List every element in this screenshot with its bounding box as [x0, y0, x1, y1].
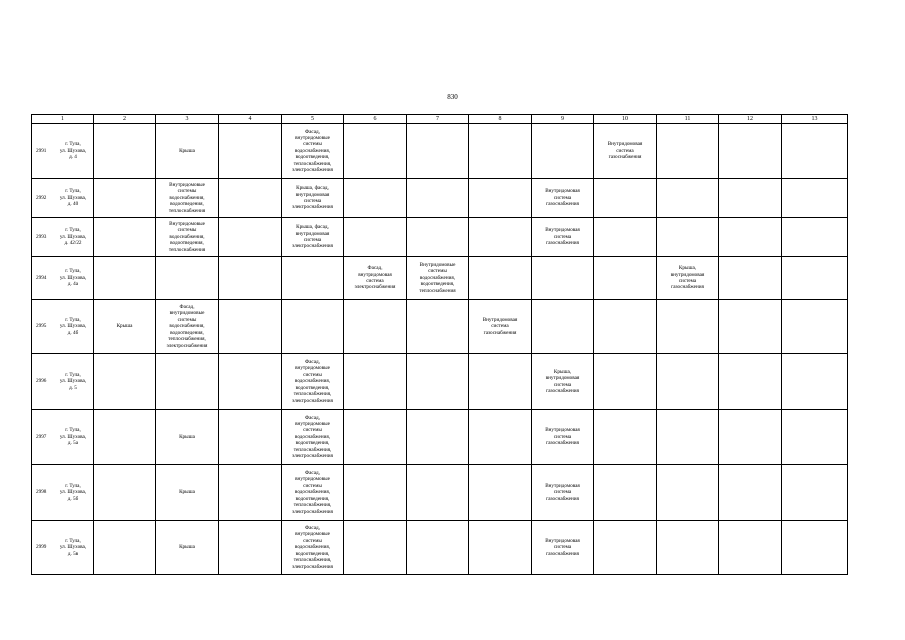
table-cell	[719, 124, 782, 179]
table-cell	[219, 124, 282, 179]
row-number	[32, 300, 94, 354]
table-cell	[657, 124, 719, 179]
table-cell	[657, 410, 719, 465]
column-header: 11	[657, 115, 719, 124]
table-cell	[594, 410, 657, 465]
table-cell	[782, 465, 848, 521]
table-cell	[94, 521, 156, 575]
table-cell: Крыша	[156, 465, 219, 521]
row-number: 2995	[36, 323, 47, 330]
registry-table	[31, 114, 848, 575]
table-cell	[94, 465, 156, 521]
table-cell	[344, 218, 407, 257]
column-header: 3	[156, 115, 219, 124]
column-header: 2	[94, 115, 156, 124]
table-cell: Крыша	[156, 410, 219, 465]
table-cell	[719, 179, 782, 218]
address-text: г. Тула, ул. Шухова, д. 4б	[59, 316, 87, 336]
table-cell	[469, 218, 532, 257]
table-cell	[344, 410, 407, 465]
table-cell: Крыша	[156, 124, 219, 179]
table-cell: Внутридомовые системы водоснабжения, водоотведения, теплоснабжения	[156, 218, 219, 257]
table-row	[32, 354, 848, 410]
column-header: 9	[532, 115, 594, 124]
table-cell: Внутридомовые системы водоснабжения, водоотведения, теплоснабжения	[407, 257, 469, 300]
table-cell: Внутридомовая система газоснабжения	[532, 179, 594, 218]
table-cell: Внутридомовая система газоснабжения	[532, 521, 594, 575]
table-row	[32, 300, 848, 354]
table-row	[32, 257, 848, 300]
table-cell	[719, 257, 782, 300]
address-text: г. Тула, ул. Шухова, д. 4а	[59, 268, 87, 288]
table-cell	[407, 354, 469, 410]
table-cell	[719, 300, 782, 354]
table-cell: Крыша	[94, 300, 156, 354]
row-number	[32, 410, 94, 465]
address-text: г. Тула, ул. Шухова, д. 4	[59, 141, 87, 161]
column-header: 8	[469, 115, 532, 124]
table-cell	[344, 300, 407, 354]
table-cell	[657, 465, 719, 521]
table-cell	[594, 218, 657, 257]
table-cell	[344, 521, 407, 575]
table-cell	[469, 354, 532, 410]
row-number: 2992	[36, 194, 47, 201]
table-row	[32, 465, 848, 521]
table-cell	[219, 521, 282, 575]
table-cell	[156, 257, 219, 300]
table-cell: Крыша	[156, 521, 219, 575]
row-number	[32, 521, 94, 575]
row-number: 2993	[36, 233, 47, 240]
table-cell	[344, 354, 407, 410]
row-number	[32, 354, 94, 410]
table-cell	[782, 218, 848, 257]
row-number	[32, 218, 94, 257]
table-cell	[782, 300, 848, 354]
registry-body	[32, 115, 848, 575]
table-cell	[532, 300, 594, 354]
table-cell	[532, 124, 594, 179]
table-cell	[719, 218, 782, 257]
table-cell	[469, 410, 532, 465]
table-cell	[657, 218, 719, 257]
table-cell: Фасад, внутридомовые системы водоснабжения, водоотведения, теплоснабжения, электроснабжения	[156, 300, 219, 354]
table-cell: Внутридомовая система газоснабжения	[532, 410, 594, 465]
table-row	[32, 410, 848, 465]
table-cell: Внутридомовая система газоснабжения	[594, 124, 657, 179]
table-cell	[594, 521, 657, 575]
address-text: г. Тула, ул. Шухова, д. 5	[59, 371, 87, 391]
row-number: 2991	[36, 147, 47, 154]
table-cell	[594, 257, 657, 300]
table-cell	[94, 124, 156, 179]
table-row	[32, 521, 848, 575]
table-cell	[469, 521, 532, 575]
table-cell: Фасад, внутридомовые системы водоснабжения, водоотведения, теплоснабжения, электроснабжения	[282, 124, 344, 179]
table-cell	[782, 410, 848, 465]
row-number: 2996	[36, 378, 47, 385]
table-cell	[156, 354, 219, 410]
table-cell	[594, 465, 657, 521]
column-header: 7	[407, 115, 469, 124]
table-row	[32, 218, 848, 257]
table-row	[32, 179, 848, 218]
row-number: 2999	[36, 544, 47, 551]
column-header: 12	[719, 115, 782, 124]
table-cell	[719, 410, 782, 465]
row-number: 2998	[36, 489, 47, 496]
column-header: 6	[344, 115, 407, 124]
row-number	[32, 257, 94, 300]
row-number	[32, 465, 94, 521]
row-number	[32, 179, 94, 218]
table-cell	[94, 218, 156, 257]
table-row	[32, 124, 848, 179]
table-cell	[469, 179, 532, 218]
address-text: г. Тула, ул. Шухова, д. 5а	[59, 427, 87, 447]
address-text: г. Тула, ул. Шухова, д. 5в	[59, 537, 87, 557]
table-cell	[719, 465, 782, 521]
table-cell	[657, 300, 719, 354]
table-cell: Крыша, внутридомовая система газоснабжения	[532, 354, 594, 410]
table-cell	[219, 410, 282, 465]
table-cell	[469, 465, 532, 521]
table-cell	[657, 521, 719, 575]
table-cell	[219, 300, 282, 354]
table-cell: Фасад, внутридомовые системы водоснабжения, водоотведения, теплоснабжения, электроснабжения	[282, 465, 344, 521]
table-cell	[782, 179, 848, 218]
table-cell	[657, 354, 719, 410]
table-cell	[407, 410, 469, 465]
table-cell	[407, 124, 469, 179]
table-cell	[344, 179, 407, 218]
column-header: 10	[594, 115, 657, 124]
table-cell: Внутридомовая система газоснабжения	[469, 300, 532, 354]
table-header-row	[32, 115, 848, 124]
table-cell: Фасад, внутридомовая система электроснабжения	[344, 257, 407, 300]
table-cell	[407, 179, 469, 218]
table-cell	[344, 465, 407, 521]
table-cell	[219, 465, 282, 521]
address-text: г. Тула, ул. Шухова, д. 5б	[59, 482, 87, 502]
table-cell	[532, 257, 594, 300]
table-cell	[719, 521, 782, 575]
table-cell	[407, 465, 469, 521]
address-text: г. Тула, ул. Шухова, д. 40	[59, 188, 87, 208]
row-number: 2997	[36, 433, 47, 440]
table-cell	[94, 410, 156, 465]
table-cell	[594, 354, 657, 410]
column-header: 5	[282, 115, 344, 124]
table-cell	[344, 124, 407, 179]
table-cell: Фасад, внутридомовые системы водоснабжения, водоотведения, теплоснабжения, электроснабжения	[282, 410, 344, 465]
column-header: 13	[782, 115, 848, 124]
table-cell: Крыша, внутридомовая система газоснабжения	[657, 257, 719, 300]
table-cell	[657, 179, 719, 218]
table-cell	[594, 179, 657, 218]
table-cell	[282, 300, 344, 354]
table-cell	[407, 300, 469, 354]
table-cell	[594, 300, 657, 354]
table-cell: Фасад, внутридомовые системы водоснабжения, водоотведения, теплоснабжения, электроснабжения	[282, 354, 344, 410]
table-cell	[219, 354, 282, 410]
table-cell	[219, 257, 282, 300]
table-cell	[469, 124, 532, 179]
table-cell: Крыша, фасад, внутридомовая система электроснабжения	[282, 179, 344, 218]
table-cell	[782, 354, 848, 410]
table-cell	[219, 218, 282, 257]
table-cell	[94, 354, 156, 410]
table-cell	[469, 257, 532, 300]
table-cell	[782, 124, 848, 179]
row-number: 2994	[36, 274, 47, 281]
table-cell: Фасад, внутридомовые системы водоснабжения, водоотведения, теплоснабжения, электроснабжения	[282, 521, 344, 575]
table-cell	[94, 257, 156, 300]
page-number: 830	[447, 93, 458, 101]
address-text: г. Тула, ул. Шухова, д. 42/22	[59, 227, 87, 247]
table-cell	[282, 257, 344, 300]
table-cell	[782, 257, 848, 300]
column-header: 1	[32, 115, 94, 124]
table-cell: Внутридомовые системы водоснабжения, водоотведения, теплоснабжения	[156, 179, 219, 218]
row-number	[32, 124, 94, 179]
table-cell: Крыша, фасад, внутридомовая система электроснабжения	[282, 218, 344, 257]
table-cell	[782, 521, 848, 575]
table-cell: Внутридомовая система газоснабжения	[532, 218, 594, 257]
table-cell	[407, 521, 469, 575]
table-cell	[407, 218, 469, 257]
table-cell	[94, 179, 156, 218]
table-cell: Внутридомовая система газоснабжения	[532, 465, 594, 521]
table-cell	[219, 179, 282, 218]
column-header: 4	[219, 115, 282, 124]
table-cell	[719, 354, 782, 410]
